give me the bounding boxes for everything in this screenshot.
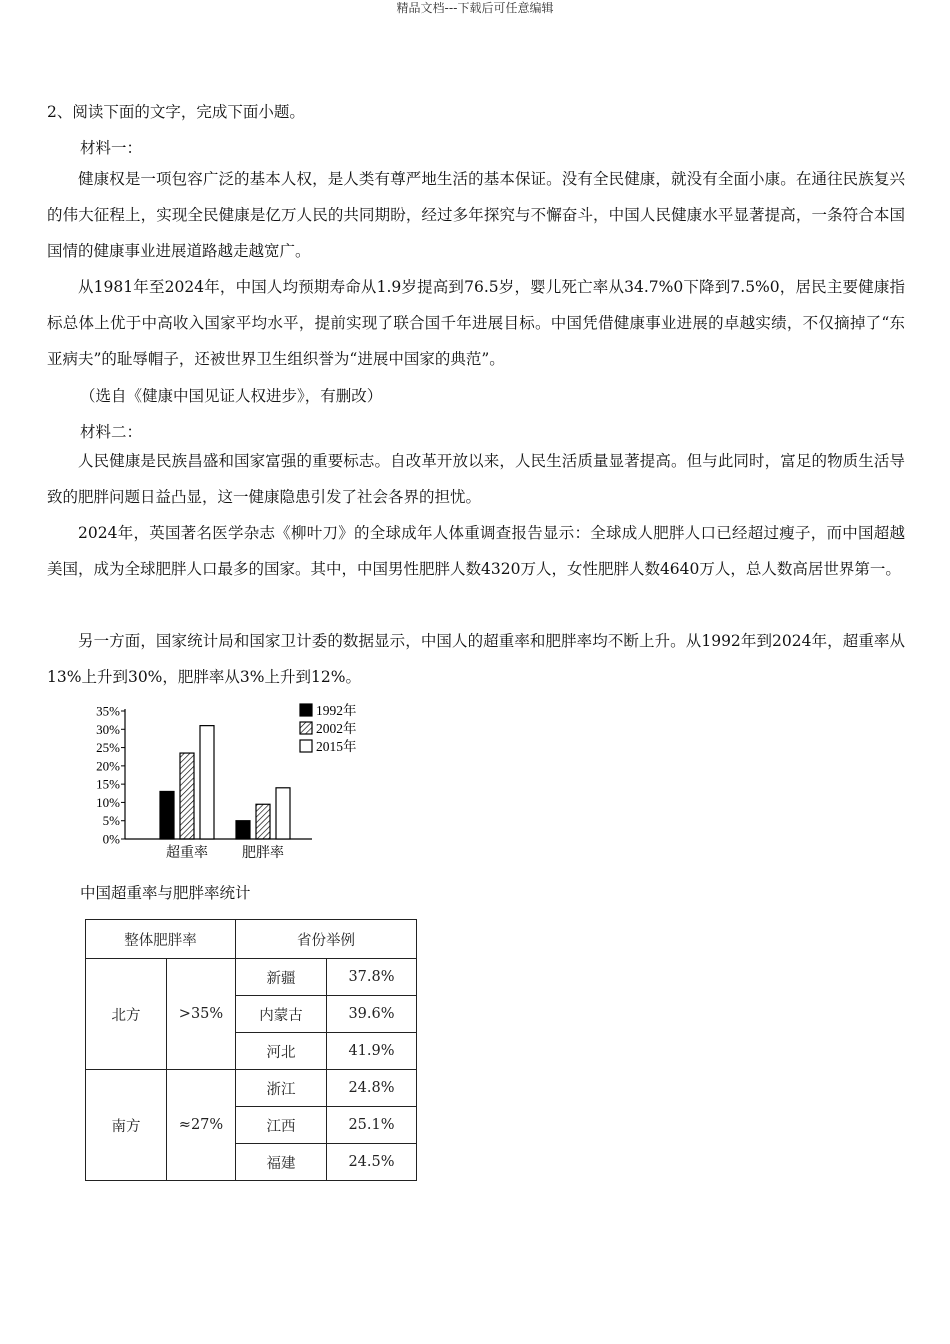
- y-tick-label: 20%: [96, 758, 120, 774]
- y-tick-label: 10%: [96, 794, 120, 810]
- table-header-overall: 整体肥胖率: [86, 920, 236, 959]
- table-row: [86, 959, 417, 996]
- table-header-row: [86, 920, 417, 959]
- province-value: 24.8%: [327, 1070, 417, 1107]
- table-row: [86, 1070, 417, 1107]
- page-header: 精品文档---下载后可任意编辑: [396, 1, 554, 15]
- x-category-label: 肥胖率: [242, 846, 284, 861]
- y-tick-label: 30%: [96, 721, 120, 737]
- legend-swatch: [300, 740, 312, 752]
- province-name: 福建: [236, 1144, 327, 1181]
- y-tick-label: 0%: [102, 831, 120, 847]
- chart-caption: 中国超重率与肥胖率统计: [80, 884, 251, 902]
- bar-1-1: [256, 804, 270, 839]
- province-name: 江西: [236, 1107, 327, 1144]
- province-value: 37.8%: [327, 959, 417, 996]
- legend-swatch: [300, 722, 312, 734]
- bar-0-0: [160, 791, 174, 839]
- material1-source: （选自《健康中国见证人权进步》，有删改）: [80, 387, 383, 405]
- question-title: 2、阅读下面的文字，完成下面小题。: [47, 103, 305, 121]
- y-tick-label: 5%: [102, 813, 120, 829]
- bar-1-2: [276, 788, 290, 839]
- province-value: 25.1%: [327, 1107, 417, 1144]
- y-tick-label: 15%: [96, 776, 120, 792]
- region-south: 南方: [86, 1070, 167, 1181]
- material2-paragraph-2: 2024年，英国著名医学杂志《柳叶刀》的全球成年人体重调查报告显示：全球成人肥胖人口已经超过瘦子，而中国超越美国，成为全球肥胖人口最多的国家。其中，中国男性肥胖人数4320万人，女性肥胖人数4640万人，总人数高居世界第一。: [47, 524, 905, 578]
- bar-0-1: [180, 753, 194, 839]
- province-value: 41.9%: [327, 1033, 417, 1070]
- region-south-rate: ≈27%: [167, 1070, 236, 1181]
- region-north-rate: >35%: [167, 959, 236, 1070]
- province-name: 河北: [236, 1033, 327, 1070]
- province-name: 内蒙古: [236, 996, 327, 1033]
- material2-paragraph-3: 另一方面，国家统计局和国家卫计委的数据显示，中国人的超重率和肥胖率均不断上升。从1992年到2024年，超重率从13%上升到30%，肥胖率从3%上升到12%。: [47, 632, 905, 686]
- legend-label: 1992年: [316, 703, 357, 718]
- province-name: 浙江: [236, 1070, 327, 1107]
- material1-label: 材料一：: [80, 139, 143, 157]
- legend-swatch: [300, 704, 312, 716]
- bar-0-2: [200, 726, 214, 839]
- material2-label: 材料二：: [80, 423, 143, 441]
- y-tick-label: 35%: [96, 703, 120, 719]
- y-tick-label: 25%: [96, 740, 120, 756]
- province-value: 39.6%: [327, 996, 417, 1033]
- legend-label: 2002年: [316, 721, 357, 736]
- province-value: 24.5%: [327, 1144, 417, 1181]
- material1-paragraph-1: 健康权是一项包容广泛的基本人权，是人类有尊严地生活的基本保证。没有全民健康，就没有全面小康。在通往民族复兴的伟大征程上，实现全民健康是亿万人民的共同期盼，经过多年探究与不懈奋斗，中国人民健康水平显著提高，一条符合本国国情的健康事业进展道路越走越宽广。: [47, 170, 905, 260]
- province-name: 新疆: [236, 959, 327, 996]
- obesity-region-table: [85, 919, 417, 1181]
- legend-label: 2015年: [316, 739, 357, 754]
- bar-1-0: [236, 821, 250, 839]
- obesity-bar-chart: [90, 700, 390, 865]
- material2-paragraph-1: 人民健康是民族昌盛和国家富强的重要标志。自改革开放以来，人民生活质量显著提高。但与此同时，富足的物质生活导致的肥胖问题日益凸显，这一健康隐患引发了社会各界的担忧。: [47, 452, 905, 506]
- material1-paragraph-2: 从1981年至2024年，中国人均预期寿命从1.9岁提高到76.5岁，婴儿死亡率从34.7%0下降到7.5%0，居民主要健康指标总体上优于中高收入国家平均水平，提前实现了联合国千年进展目标。中国凭借健康事业进展的卓越实绩，不仅摘掉了“东亚病夫”的耻辱帽子，还被世界卫生组织誉为“进展中国家的典范”。: [47, 278, 905, 368]
- table-header-province: 省份举例: [236, 920, 417, 959]
- x-category-label: 超重率: [166, 846, 208, 861]
- region-north: 北方: [86, 959, 167, 1070]
